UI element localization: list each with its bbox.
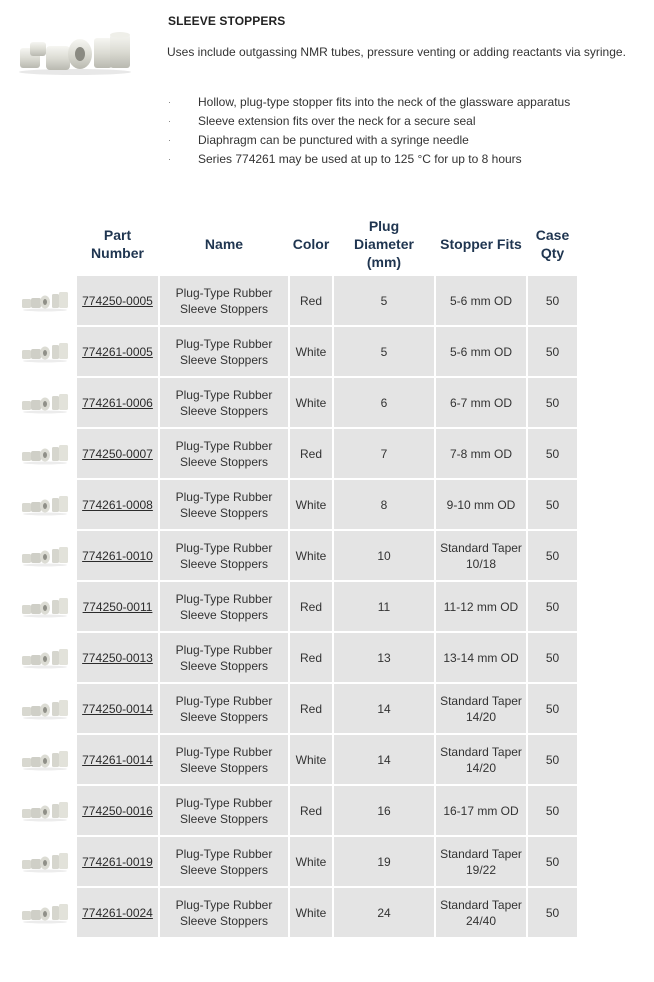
stopper-fits-cell: 9-10 mm OD [436,480,526,529]
color-cell: Red [290,633,332,682]
color-cell: White [290,531,332,580]
name-cell: Plug-Type Rubber Sleeve Stoppers [160,531,288,580]
part-number-link[interactable]: 774261-0006 [82,395,153,410]
case-qty-cell: 50 [528,582,577,631]
color-cell: Red [290,684,332,733]
product-thumbnail[interactable] [14,888,75,937]
stopper-fits-cell: 5-6 mm OD [436,276,526,325]
table-row [14,531,577,580]
plug-diameter-cell: 19 [334,837,434,886]
plug-diameter-cell: 14 [334,684,434,733]
part-number-link[interactable]: 774250-0014 [82,701,153,716]
product-thumbnail[interactable] [14,276,75,325]
part-number-link[interactable]: 774261-0019 [82,854,153,869]
stopper-fits-cell: 13-14 mm OD [436,633,526,682]
part-number-cell [77,378,158,427]
name-cell: Plug-Type Rubber Sleeve Stoppers [160,429,288,478]
part-number-cell [77,429,158,478]
product-description: Uses include outgassing NMR tubes, pressure venting or adding reactants via syringe. [167,45,626,59]
feature-text: Diaphragm can be punctured with a syringe needle [198,133,469,147]
plug-diameter-cell: 11 [334,582,434,631]
plug-diameter-cell: 13 [334,633,434,682]
color-cell: Red [290,276,332,325]
part-number-header: Part Number [77,214,158,274]
case-qty-header: Case Qty [528,214,577,274]
part-number-link[interactable]: 774250-0005 [82,293,153,308]
case-qty-cell: 50 [528,276,577,325]
feature-item [165,112,570,131]
stopper-fits-header: Stopper Fits [436,214,526,274]
thumb-header [14,214,75,274]
name-cell: Plug-Type Rubber Sleeve Stoppers [160,837,288,886]
part-number-cell [77,276,158,325]
feature-list [165,93,570,169]
color-cell: Red [290,429,332,478]
stopper-fits-cell: Standard Taper 24/40 [436,888,526,937]
bullet-icon: · [168,154,171,164]
bullet-icon: · [168,135,171,145]
stopper-fits-cell: Standard Taper 14/20 [436,735,526,784]
case-qty-cell: 50 [528,786,577,835]
part-number-cell [77,837,158,886]
case-qty-cell: 50 [528,429,577,478]
product-thumbnail[interactable] [14,582,75,631]
part-number-link[interactable]: 774261-0008 [82,497,153,512]
feature-item [165,131,570,150]
feature-item [165,150,570,169]
table-row [14,633,577,682]
case-qty-cell: 50 [528,327,577,376]
product-table [12,212,579,939]
bullet-icon: · [168,97,171,107]
part-number-link[interactable]: 774250-0007 [82,446,153,461]
name-cell: Plug-Type Rubber Sleeve Stoppers [160,786,288,835]
part-number-link[interactable]: 774261-0010 [82,548,153,563]
product-thumbnail[interactable] [14,531,75,580]
sleeve-stoppers-product-image [16,28,134,76]
plug-diameter-cell: 16 [334,786,434,835]
product-thumbnail[interactable] [14,684,75,733]
name-header: Name [160,214,288,274]
plug-diameter-header: Plug Diameter (mm) [334,214,434,274]
feature-text: Sleeve extension fits over the neck for a secure seal [198,114,476,128]
plug-diameter-cell: 5 [334,327,434,376]
stopper-fits-cell: 7-8 mm OD [436,429,526,478]
color-cell: White [290,327,332,376]
product-thumbnail[interactable] [14,327,75,376]
part-number-link[interactable]: 774250-0016 [82,803,153,818]
stopper-fits-cell: Standard Taper 10/18 [436,531,526,580]
table-row [14,480,577,529]
part-number-cell [77,582,158,631]
name-cell: Plug-Type Rubber Sleeve Stoppers [160,888,288,937]
color-cell: White [290,888,332,937]
case-qty-cell: 50 [528,888,577,937]
feature-text: Hollow, plug-type stopper fits into the neck of the glassware apparatus [198,95,571,109]
part-number-link[interactable]: 774261-0005 [82,344,153,359]
part-number-cell [77,888,158,937]
table-row [14,582,577,631]
plug-diameter-cell: 7 [334,429,434,478]
stopper-fits-cell: Standard Taper 19/22 [436,837,526,886]
part-number-cell [77,684,158,733]
part-number-cell [77,531,158,580]
case-qty-cell: 50 [528,531,577,580]
part-number-cell [77,633,158,682]
bullet-icon: · [168,116,171,126]
table-row [14,837,577,886]
feature-text: Series 774261 may be used at up to 125 °C for up to 8 hours [198,152,522,166]
product-thumbnail[interactable] [14,378,75,427]
name-cell: Plug-Type Rubber Sleeve Stoppers [160,378,288,427]
case-qty-cell: 50 [528,735,577,784]
product-thumbnail[interactable] [14,429,75,478]
plug-diameter-cell: 8 [334,480,434,529]
part-number-link[interactable]: 774261-0014 [82,752,153,767]
page-title: SLEEVE STOPPERS [168,14,286,28]
product-thumbnail[interactable] [14,480,75,529]
stopper-fits-cell: 11-12 mm OD [436,582,526,631]
part-number-cell [77,480,158,529]
name-cell: Plug-Type Rubber Sleeve Stoppers [160,276,288,325]
case-qty-cell: 50 [528,480,577,529]
product-thumbnail[interactable] [14,837,75,886]
product-thumbnail[interactable] [14,633,75,682]
table-row [14,429,577,478]
color-cell: White [290,378,332,427]
table-header-row [14,214,577,274]
table-row [14,378,577,427]
table-row [14,888,577,937]
stopper-fits-cell: 16-17 mm OD [436,786,526,835]
part-number-link[interactable]: 774250-0011 [82,599,153,614]
case-qty-cell: 50 [528,378,577,427]
plug-diameter-cell: 5 [334,276,434,325]
color-cell: White [290,735,332,784]
feature-item [165,93,570,112]
color-cell: White [290,837,332,886]
plug-diameter-cell: 24 [334,888,434,937]
plug-diameter-cell: 6 [334,378,434,427]
product-thumbnail[interactable] [14,735,75,784]
product-thumbnail[interactable] [14,786,75,835]
table-row [14,786,577,835]
table-row [14,684,577,733]
name-cell: Plug-Type Rubber Sleeve Stoppers [160,582,288,631]
name-cell: Plug-Type Rubber Sleeve Stoppers [160,327,288,376]
name-cell: Plug-Type Rubber Sleeve Stoppers [160,633,288,682]
color-cell: Red [290,582,332,631]
color-cell: Red [290,786,332,835]
part-number-link[interactable]: 774261-0024 [82,905,153,920]
stopper-fits-cell: 6-7 mm OD [436,378,526,427]
name-cell: Plug-Type Rubber Sleeve Stoppers [160,480,288,529]
part-number-cell [77,327,158,376]
table-row [14,327,577,376]
part-number-cell [77,735,158,784]
color-cell: White [290,480,332,529]
case-qty-cell: 50 [528,837,577,886]
table-row [14,276,577,325]
part-number-link[interactable]: 774250-0013 [82,650,153,665]
table-row [14,735,577,784]
stopper-fits-cell: Standard Taper 14/20 [436,684,526,733]
name-cell: Plug-Type Rubber Sleeve Stoppers [160,735,288,784]
case-qty-cell: 50 [528,684,577,733]
name-cell: Plug-Type Rubber Sleeve Stoppers [160,684,288,733]
part-number-cell [77,786,158,835]
case-qty-cell: 50 [528,633,577,682]
plug-diameter-cell: 10 [334,531,434,580]
stopper-fits-cell: 5-6 mm OD [436,327,526,376]
color-header: Color [290,214,332,274]
plug-diameter-cell: 14 [334,735,434,784]
